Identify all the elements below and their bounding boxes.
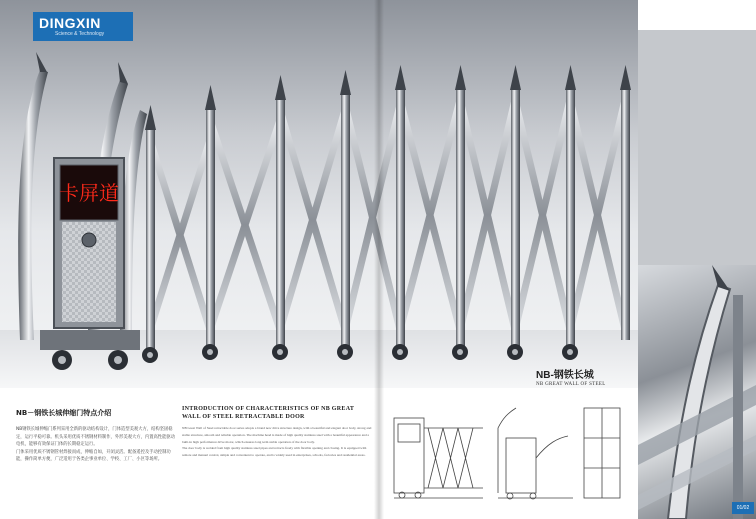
english-paragraph-1: NB Great Wall of Steel retractable door series adopts a brand new drive structure design, with a beautiful and elegant door body, strong and stable structure, smooth and reliable operation. The machine head is made of high quality stainless steel with a beautiful appearance and a built-in high performance drive motor, which ensures long term stable operation of the door body. [182, 426, 372, 444]
chinese-paragraph-1: NB钢铁长城伸缩门系列采用全新的驱动结构设计，门体造型美观大方，结构坚固稳定，运行平稳可靠。机头采用优质不锈钢材料制作，外形美观大方，内置高性能驱动电机，能够有效保证门体的长期稳定运行。 [16, 427, 175, 448]
technical-drawing [388, 398, 628, 510]
english-section-title: INTRODUCTION OF CHARACTERISTICS OF NB GREAT WALL OF STEEL RETRACTABLE DOOR [182, 406, 355, 420]
product-subtitle: NB GREAT WALL OF STEEL [536, 382, 606, 387]
english-body-text [182, 425, 372, 459]
product-caption [536, 366, 606, 387]
right-gray-panel [638, 30, 756, 265]
page-number: 01/02 [732, 502, 754, 514]
right-page-top-margin [638, 0, 756, 22]
front-view-drawing [394, 418, 483, 498]
technical-drawing-svg [388, 398, 628, 510]
top-view-drawing [584, 408, 620, 498]
brand-name: DINGXIN [39, 15, 101, 31]
spear-finials [145, 65, 631, 130]
finial-closeup-illustration [638, 265, 756, 519]
product-title: NB-钢铁长城 [536, 370, 594, 381]
led-display-text: 卡屏道 [59, 181, 119, 205]
side-view-drawing [498, 408, 573, 499]
chinese-paragraph-2: 门体采用优质不锈钢管材焊接而成，伸缩自如，开闭灵活。配备遥控及手动控制功能，操作简单方便，广泛适用于各类企事业单位、学校、工厂、小区等场所。 [16, 449, 171, 463]
brand-logo [33, 12, 133, 41]
chinese-body-text [16, 426, 176, 464]
page-gutter-shadow [374, 0, 384, 519]
english-paragraph-2: The door body is welded from high quality stainless steel pipes and retracts freely with flexible opening and closing. It is equipped with remote and manual control, simple and convenient to operate, and is widely used in enterprises, schools, factories and residential areas. [182, 446, 367, 458]
finial-closeup-photo [638, 265, 756, 519]
scissor-lattice [150, 100, 625, 330]
chinese-section-title: NB－钢铁长城伸缩门特点介绍 [16, 409, 112, 417]
brand-subtitle: Science & Technology [55, 31, 105, 37]
gate-machine-head [18, 52, 147, 370]
